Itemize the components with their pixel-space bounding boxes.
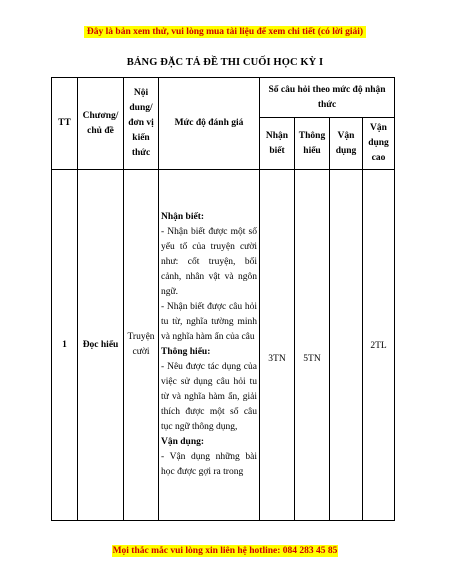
header-levels-group: Số câu hỏi theo mức độ nhận thức (260, 78, 395, 118)
criteria-item: - Nhận biết được câu hỏi tu từ, nghĩa tường minh và nghĩa hàm ẩn của câu (161, 302, 257, 342)
preview-notice-banner: Đây là bản xem thử, vui lòng mua tài liệu để xem chi tiết (có lời giải) (84, 26, 366, 38)
cell-tt: 1 (52, 170, 78, 521)
header-content: Nội dung/ đơn vị kiến thức (124, 78, 159, 170)
header-tt: TT (52, 78, 78, 170)
cell-chapter: Đọc hiểu (78, 170, 124, 521)
specification-table (51, 77, 395, 521)
cell-apply-count (330, 170, 363, 521)
header-criteria: Mức độ đánh giá (159, 78, 260, 170)
document-title: BẢNG ĐẶC TẢ ĐỀ THI CUỐI HỌC KỲ I (126, 57, 324, 68)
header-apply-high: Vận dụng cao (363, 118, 395, 170)
criteria-item: - Vận dụng những bài học được gợi ra trong (161, 452, 257, 477)
criteria-heading-recognize: Nhận biết: (161, 212, 205, 222)
header-recognize: Nhận biết (260, 118, 295, 170)
criteria-item: - Nêu được tác dụng của việc sử dụng câu hỏi tu từ và nghĩa hàm ẩn, giải thích được một số câu tục ngữ thông dụng, (161, 362, 257, 432)
criteria-item: - Nhận biết được một số yếu tố của truyện cười như: cốt truyện, bối cảnh, nhân vật và ngôn ngữ. (161, 227, 257, 297)
hotline-banner: Mọi thắc mắc vui lòng xin liên hệ hotline: 084 283 45 85 (112, 546, 338, 556)
cell-criteria (159, 170, 260, 521)
criteria-heading-apply: Vận dụng: (161, 437, 205, 447)
criteria-heading-understand: Thông hiểu: (161, 347, 211, 357)
header-chapter: Chương/ chủ đề (78, 78, 124, 170)
header-apply: Vận dụng (330, 118, 363, 170)
header-understand: Thông hiểu (295, 118, 330, 170)
cell-understand-count: 5TN (295, 170, 330, 521)
cell-apply-high-count: 2TL (363, 170, 395, 521)
table-row (52, 170, 395, 521)
cell-recognize-count: 3TN (260, 170, 295, 521)
cell-content: Truyện cười (124, 170, 159, 521)
